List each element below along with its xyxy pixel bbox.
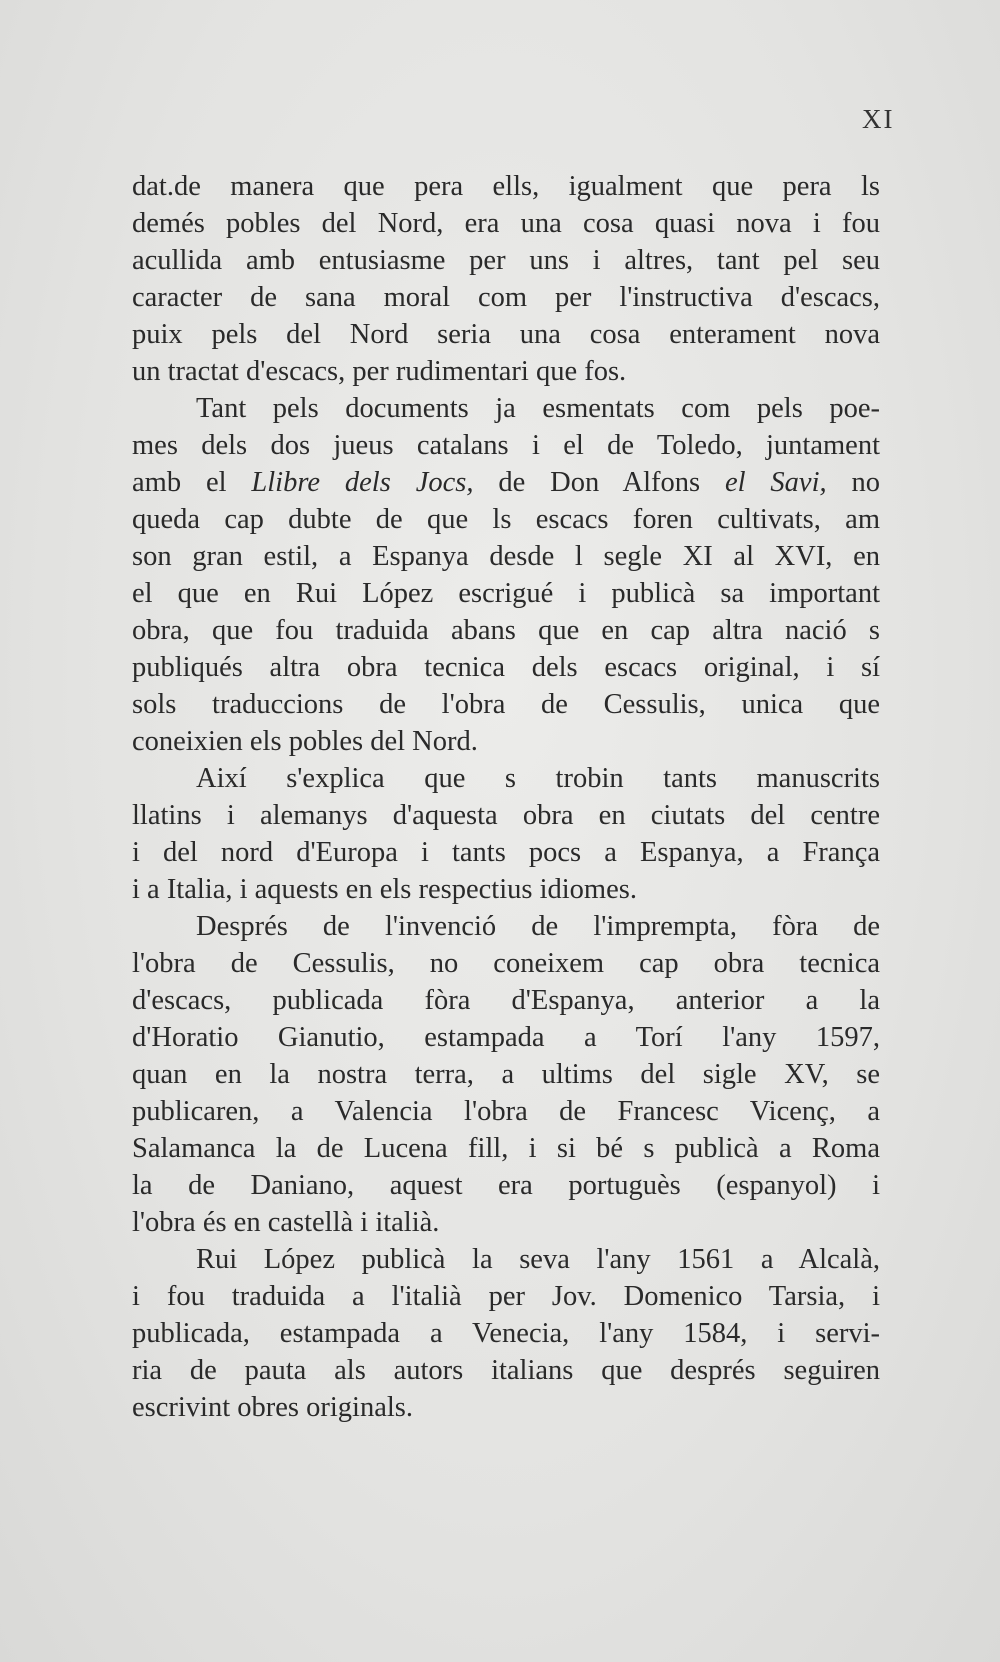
text-line: obra, que fou traduida abans que en cap altra nació s [132,615,880,646]
text-line [132,464,880,501]
page-number: XI [862,104,895,134]
text-line: coneixien els pobles del Nord. [132,726,478,757]
text-line: publicada, estampada a Venecia, l'any 1584, i servi- [132,1318,880,1349]
text-line: llatins i alemanys d'aquesta obra en ciutats del centre [132,800,880,831]
text-line: Rui López publicà la seva l'any 1561 a Alcalà, [196,1244,880,1275]
text-line: ria de pauta als autors italians que després seguiren [132,1355,880,1386]
text-span: amb el [132,467,252,498]
text-line: publiqués altra obra tecnica dels escacs original, i sí [132,652,880,683]
text-line: Tant pels documents ja esmentats com pels poe- [196,393,880,424]
text-line: l'obra és en castellà i italià. [132,1207,440,1238]
italic-title-text: Llibre dels Jocs, [251,467,474,498]
text-line: demés pobles del Nord, era una cosa quasi nova i fou [132,208,880,239]
text-line: la de Daniano, aquest era portuguès (espanyol) i [132,1170,880,1201]
text-line: d'Horatio Gianutio, estampada a Torí l'any 1597, [132,1022,880,1053]
text-line: dat.de manera que pera ells, igualment que pera ls [132,171,880,202]
text-line: caracter de sana moral com per l'instructiva d'escacs, [132,282,880,313]
text-line: Salamanca la de Lucena fill, i si bé s publicà a Roma [132,1133,880,1164]
text-span: no [826,467,881,498]
text-span: de Don Alfons [473,467,725,498]
text-line: son gran estil, a Espanya desde l segle XI al XVI, en [132,541,880,572]
text-line: Després de l'invenció de l'imprempta, fòra de [196,911,880,942]
text-line: el que en Rui López escrigué i publicà sa important [132,578,880,609]
text-line: quan en la nostra terra, a ultims del sigle XV, se [132,1059,880,1090]
italic-title-text: el Savi, [724,467,827,498]
text-line: i fou traduida a l'italià per Jov. Domenico Tarsia, i [132,1281,880,1312]
text-line: puix pels del Nord seria una cosa enterament nova [132,319,880,350]
text-line: publicaren, a Valencia l'obra de Francesc Vicenç, a [132,1096,880,1127]
body-text [132,168,880,1426]
text-line: i a Italia, i aquests en els respectius idiomes. [132,874,637,905]
text-line: escrivint obres originals. [132,1392,413,1423]
text-line: l'obra de Cessulis, no coneixem cap obra tecnica [132,948,880,979]
text-line: Així s'explica que s trobin tants manuscrits [196,763,880,794]
text-line: i del nord d'Europa i tants pocs a Espanya, a França [132,837,880,868]
text-line: un tractat d'escacs, per rudimentari que fos. [132,356,627,387]
text-line: queda cap dubte de que ls escacs foren cultivats, am [132,504,880,535]
text-line: d'escacs, publicada fòra d'Espanya, anterior a la [132,985,880,1016]
text-line: acullida amb entusiasme per uns i altres, tant pel seu [132,245,880,276]
text-line: sols traduccions de l'obra de Cessulis, unica que [132,689,880,720]
text-line: mes dels dos jueus catalans i el de Toledo, juntament [132,430,880,461]
